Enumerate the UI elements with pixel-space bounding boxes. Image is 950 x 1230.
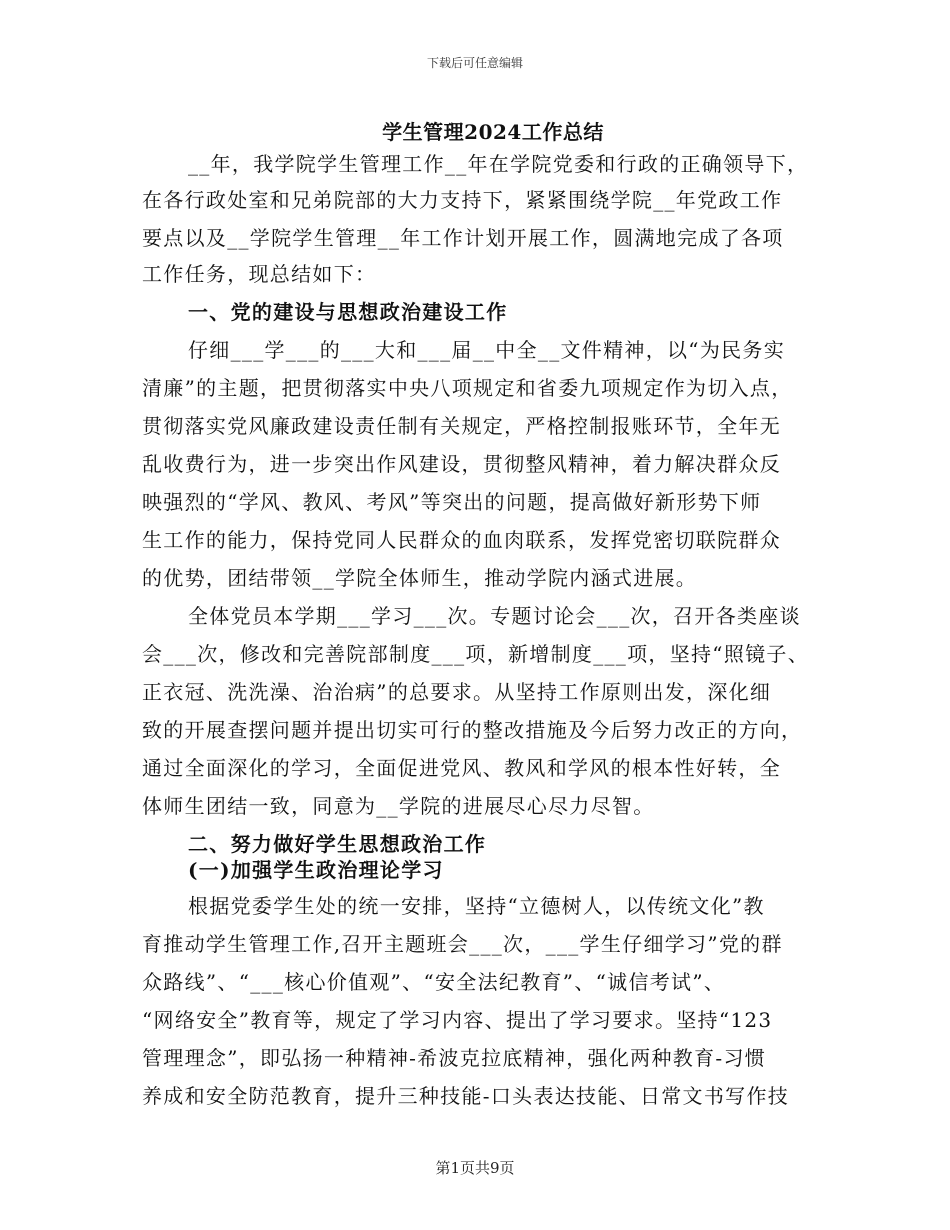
body-text-line: 在各行政处室和兄弟院部的大力支持下，紧紧围绕学院__年党政工作 (142, 188, 783, 212)
body-text-line: 生工作的能力，保持党同人民群众的血肉联系，发挥党密切联院群众 (142, 528, 781, 552)
body-text-line: 乱收费行为，进一步突出作风建设，贯彻整风精神，着力解决群众反 (142, 452, 781, 476)
body-text-line: 映强烈的“学风、教风、考风”等突出的问题，提高做好新形势下师 (142, 490, 762, 514)
section-heading: 二、努力做好学生思想政治工作 (188, 832, 487, 856)
body-text-line: “网络安全”教育等，规定了学习内容、提出了学习要求。坚持“123 (142, 1008, 773, 1032)
body-text-line: 根据党委学生处的统一安排，坚持“立德树人，以传统文化”教 (188, 894, 765, 918)
body-text-line: 正衣冠、洗洗澡、治治病”的总要求。从坚持工作原则出发，深化细 (142, 680, 772, 704)
body-text-line: 体师生团结一致，同意为__学院的进展尽心尽力尽智。 (142, 794, 655, 818)
body-text-line: 工作任务，现总结如下： (142, 262, 377, 286)
body-text-line: 要点以及__学院学生管理__年工作计划开展工作，圆满地完成了各项 (142, 226, 784, 250)
body-text-line: 通过全面深化的学习，全面促进党风、教风和学风的根本性好转，全 (142, 756, 781, 780)
body-text-line: 贯彻落实党风廉政建设责任制有关规定，严格控制报账环节，全年无 (142, 414, 781, 438)
body-text-line: 会___次，修改和完善院部制度___项，新增制度___项，坚持“照镜子、 (142, 642, 810, 666)
body-text-line: 清廉”的主题，把贯彻落实中央八项规定和省委九项规定作为切入点， (142, 376, 793, 400)
body-text-line: 管理理念”，即弘扬一种精神-希波克拉底精神，强化两种教育-习惯 (142, 1046, 767, 1070)
body-text-line: 育推动学生管理工作,召开主题班会___次，___学生仔细学习”党的群 (142, 932, 783, 956)
body-text-line: __年，我学院学生管理工作__年在学院党委和行政的正确领导下， (188, 152, 809, 176)
body-text-line: 致的开展查摆问题并提出切实可行的整改措施及今后努力改正的方向， (142, 718, 803, 742)
body-text-line: 全体党员本学期___学习___次。专题讨论会___次，召开各类座谈 (188, 604, 801, 628)
body-text-line: 养成和安全防范教育，提升三种技能-口头表达技能、日常文书写作技 (142, 1084, 790, 1108)
header-note: 下载后可任意编辑 (426, 56, 523, 70)
section-heading: (一)加强学生政治理论学习 (188, 858, 444, 882)
body-text-line: 仔细___学___的___大和___届__中全__文件精神，以“为民务实 (188, 338, 786, 362)
body-text-line: 众路线”、“___核心价值观”、“安全法纪教育”、“诚信考试”、 (142, 970, 726, 994)
body-text-line: 的优势，团结带领__学院全体师生，推动学院内涵式进展。 (142, 566, 698, 590)
section-heading: 一、党的建设与思想政治建设工作 (188, 300, 508, 324)
page-footer: 第1页共9页 (435, 1159, 515, 1177)
document-title: 学生管理2024工作总结 (382, 120, 604, 144)
